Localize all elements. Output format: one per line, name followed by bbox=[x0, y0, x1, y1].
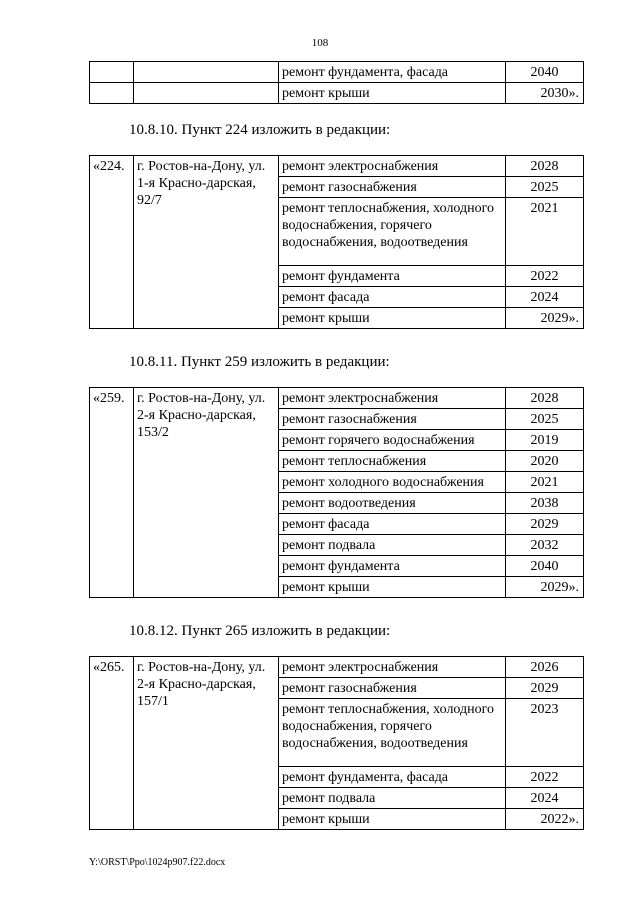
year-cell: 2024 bbox=[506, 287, 584, 308]
year-cell: 2021 bbox=[506, 472, 584, 493]
work-cell: ремонт водоотведения bbox=[279, 493, 506, 514]
work-cell: ремонт газоснабжения bbox=[279, 177, 506, 198]
section-heading: 10.8.12. Пункт 265 изложить в редакции: bbox=[129, 623, 391, 639]
work-cell: ремонт теплоснабжения, холодного водоснабжения, горячего водоснабжения, водоотведения bbox=[279, 198, 506, 266]
page-number: 108 bbox=[311, 37, 329, 49]
work-cell: ремонт теплоснабжения, холодного водоснабжения, горячего водоснабжения, водоотведения bbox=[279, 699, 506, 767]
item-224-table bbox=[89, 155, 584, 329]
address-cell: г. Ростов-на-Дону, ул. 1-я Красно-дарская, 92/7 bbox=[134, 156, 279, 329]
work-cell: ремонт крыши bbox=[279, 809, 506, 830]
year-cell: 2028 bbox=[506, 388, 584, 409]
work-cell: ремонт подвала bbox=[279, 788, 506, 809]
section-heading: 10.8.10. Пункт 224 изложить в редакции: bbox=[129, 122, 391, 138]
work-cell: ремонт крыши bbox=[279, 577, 506, 598]
table-row bbox=[90, 156, 584, 177]
table-row bbox=[90, 62, 584, 83]
year-cell: 2029 bbox=[506, 514, 584, 535]
file-path-footer: Y:\ORST\Ppo\1024p907.f22.docx bbox=[89, 857, 226, 868]
work-cell: ремонт фасада bbox=[279, 287, 506, 308]
year-cell: 2022». bbox=[506, 809, 584, 830]
work-cell: ремонт газоснабжения bbox=[279, 678, 506, 699]
work-cell: ремонт газоснабжения bbox=[279, 409, 506, 430]
table-row bbox=[90, 83, 584, 104]
year-cell: 2022 bbox=[506, 767, 584, 788]
address-cell: г. Ростов-на-Дону, ул. 2-я Красно-дарская, 157/1 bbox=[134, 657, 279, 830]
year-cell: 2020 bbox=[506, 451, 584, 472]
work-cell: ремонт теплоснабжения bbox=[279, 451, 506, 472]
address-cell bbox=[134, 83, 279, 104]
year-cell: 2029». bbox=[506, 308, 584, 329]
work-cell: ремонт холодного водоснабжения bbox=[279, 472, 506, 493]
year-cell: 2029». bbox=[506, 577, 584, 598]
work-cell: ремонт фундамента bbox=[279, 266, 506, 287]
table-row bbox=[90, 388, 584, 409]
work-cell: ремонт электроснабжения bbox=[279, 156, 506, 177]
year-cell: 2022 bbox=[506, 266, 584, 287]
work-cell: ремонт крыши bbox=[279, 83, 506, 104]
num-cell bbox=[90, 83, 134, 104]
year-cell: 2025 bbox=[506, 177, 584, 198]
work-cell: ремонт электроснабжения bbox=[279, 388, 506, 409]
work-cell: ремонт фасада bbox=[279, 514, 506, 535]
year-cell: 2023 bbox=[506, 699, 584, 767]
item-number: «265. bbox=[90, 657, 134, 830]
table-row bbox=[90, 657, 584, 678]
item-number: «259. bbox=[90, 388, 134, 598]
work-cell: ремонт горячего водоснабжения bbox=[279, 430, 506, 451]
year-cell: 2028 bbox=[506, 156, 584, 177]
year-cell: 2030». bbox=[506, 83, 584, 104]
work-cell: ремонт фундамента bbox=[279, 556, 506, 577]
year-cell: 2024 bbox=[506, 788, 584, 809]
year-cell: 2040 bbox=[506, 556, 584, 577]
year-cell: 2019 bbox=[506, 430, 584, 451]
work-cell: ремонт крыши bbox=[279, 308, 506, 329]
year-cell: 2040 bbox=[506, 62, 584, 83]
year-cell: 2032 bbox=[506, 535, 584, 556]
work-cell: ремонт подвала bbox=[279, 535, 506, 556]
year-cell: 2026 bbox=[506, 657, 584, 678]
work-cell: ремонт электроснабжения bbox=[279, 657, 506, 678]
year-cell: 2025 bbox=[506, 409, 584, 430]
item-number: «224. bbox=[90, 156, 134, 329]
section-heading: 10.8.11. Пункт 259 изложить в редакции: bbox=[129, 354, 390, 370]
year-cell: 2021 bbox=[506, 198, 584, 266]
work-cell: ремонт фундамента, фасада bbox=[279, 62, 506, 83]
address-cell: г. Ростов-на-Дону, ул. 2-я Красно-дарская, 153/2 bbox=[134, 388, 279, 598]
continuation-table bbox=[89, 61, 584, 104]
year-cell: 2038 bbox=[506, 493, 584, 514]
year-cell: 2029 bbox=[506, 678, 584, 699]
item-259-table bbox=[89, 387, 584, 598]
item-265-table bbox=[89, 656, 584, 830]
work-cell: ремонт фундамента, фасада bbox=[279, 767, 506, 788]
num-cell bbox=[90, 62, 134, 83]
address-cell bbox=[134, 62, 279, 83]
